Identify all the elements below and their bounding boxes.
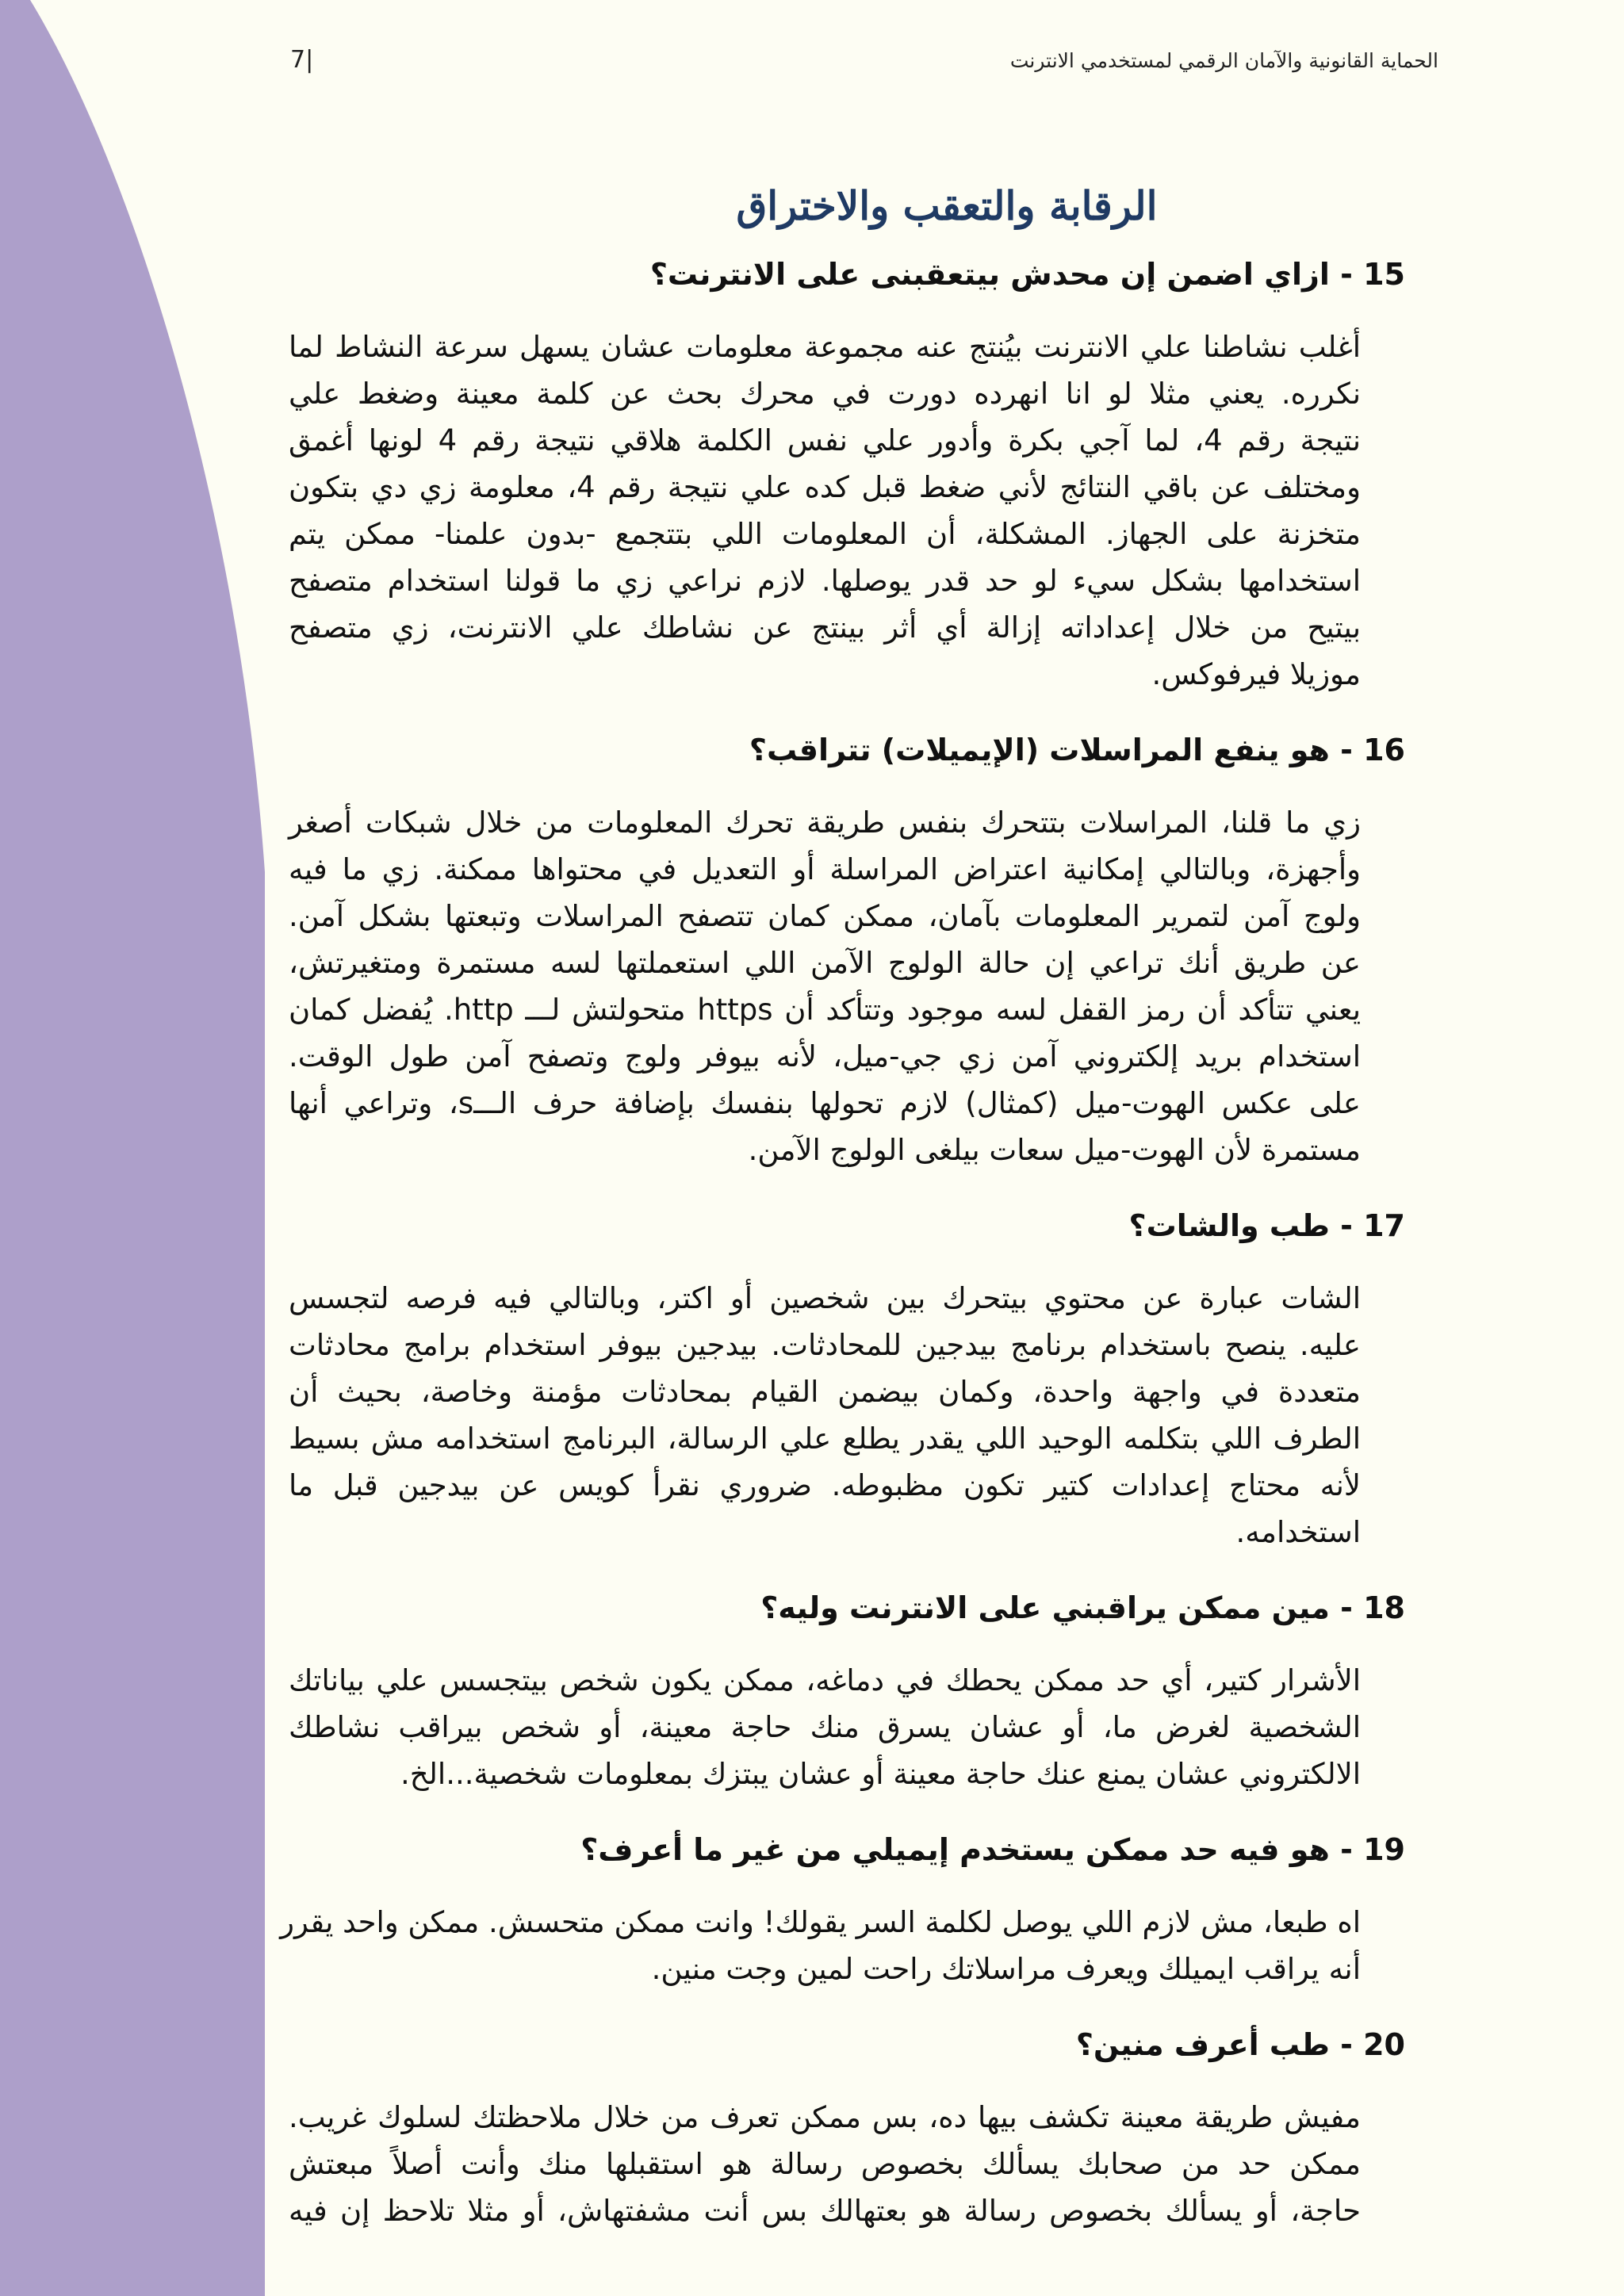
answer-line: ولوج آمن لتمرير المعلومات بآمان، ممكن كمان تتصفح المراسلات وتبعتها بشكل آمن. xyxy=(289,899,1361,933)
question-19: 19 - هو فيه حد ممكن يستخدم إيميلي من غير ما أعرف؟ xyxy=(580,1832,1405,1867)
answer-line: مستمرة لأن الهوت-ميل سعات بيلغى الولوج الآمن. xyxy=(748,1133,1361,1167)
answer-line: وأجهزة، وبالتالي إمكانية اعتراض المراسلة أو التعديل في محتواها ممكنة. زي ما فيه xyxy=(289,852,1361,886)
answer-line: استخدامه. xyxy=(1235,1515,1361,1549)
answer-line: على عكس الهوت-ميل (كمثال) لازم تحولها بنفسك بإضافة حرف الـــs، وتراعي أنها xyxy=(289,1086,1361,1120)
answer-line: استخدام بريد إلكتروني آمن زي جي-ميل، لأنه بيوفر ولوج وتصفح آمن طول الوقت. xyxy=(289,1039,1361,1073)
answer-line: عن طريق أنك تراعي إن حالة الولوج الآمن اللي استعملتها لسه مستمرة ومتغيرتش، xyxy=(289,946,1361,980)
answer-15 xyxy=(271,323,1405,698)
answer-line: اه طبعا، مش لازم اللي يوصل لكلمة السر يقولك! وانت ممكن متحسش. ممكن واحد يقرر xyxy=(280,1905,1361,1939)
answer-line: الطرف اللي بتكلمه الوحيد اللي يقدر يطلع علي الرسالة، البرنامج استخدامه مش بسيط xyxy=(289,1422,1361,1456)
answer-line: عليه. ينصح باستخدام برنامج بيدجين للمحادثات. بيدجين بيوفر استخدام برامج محادثات xyxy=(289,1328,1361,1362)
answer-line: أغلب نشاطنا علي الانترنت بيُنتج عنه مجموعة معلومات عشان يسهل سرعة النشاط لما xyxy=(289,330,1361,364)
answer-line: حاجة، أو يسألك بخصوص رسالة هو بعتهالك بس أنت مشفتهاش، أو مثلا تلاحظ إن فيه xyxy=(289,2194,1361,2228)
answer-line: زي ما قلنا، المراسلات بتتحرك بنفس طريقة تحرك المعلومات من خلال شبكات أصغر xyxy=(289,806,1361,840)
question-17: 17 - طب والشات؟ xyxy=(1128,1208,1405,1243)
answer-line: نتيجة رقم 4، لما آجي بكرة وأدور علي نفس الكلمة هلاقي نتيجة رقم 4 لونها أغمق xyxy=(289,423,1361,457)
page-number: 7| xyxy=(290,46,314,74)
page-heading: الرقابة والتعقب والاختراق xyxy=(736,182,1158,229)
running-header-title: الحماية القانونية والآمان الرقمي لمستخدمي الانترنت xyxy=(1009,49,1438,72)
answer-line: نكرره. يعني مثلا لو انا انهرده دورت في محرك بحث عن كلمة معينة وضغط علي xyxy=(289,377,1361,411)
answer-line: متخزنة على الجهاز. المشكلة، أن المعلومات اللي بتتجمع -بدون علمنا- ممكن يتم xyxy=(289,517,1361,551)
document-body xyxy=(271,252,1405,2264)
answer-line: الأشرار كتير، أي حد ممكن يحطك في دماغه، ممكن يكون شخص بيتجسس علي بياناتك xyxy=(289,1663,1361,1697)
question-15: 15 - ازاي اضمن إن محدش بيتعقبنى على الانترنت؟ xyxy=(649,257,1405,292)
decorative-side-shape xyxy=(0,0,270,2296)
answer-line: بيتيح من خلال إعداداته إزالة أي أثر بينتج عن نشاطك علي الانترنت، زي متصفح xyxy=(289,610,1361,645)
answer-line: موزيلا فيرفوكس. xyxy=(1151,657,1361,691)
answer-line: استخدامها بشكل سيء لو حد قدر يوصلها. لازم نراعي زي ما قولنا استخدام متصفح xyxy=(289,564,1361,598)
answer-19 xyxy=(271,1899,1405,1992)
answer-line: الشات عبارة عن محتوي بيتحرك بين شخصين أو اكتر، وبالتالي فيه فرصه لتجسس xyxy=(289,1281,1361,1315)
answer-line: الشخصية لغرض ما، أو عشان يسرق منك حاجة معينة، أو شخص بيراقب نشاطك xyxy=(289,1710,1361,1744)
question-18: 18 - مين ممكن يراقبني على الانترنت وليه؟ xyxy=(760,1590,1405,1625)
answer-20 xyxy=(271,2094,1405,2234)
answer-line: مفيش طريقة معينة تكشف بيها ده، بس ممكن تعرف من خلال ملاحظتك لسلوك غريب. xyxy=(289,2100,1361,2134)
answer-line: الالكتروني عشان يمنع عنك حاجة معينة أو عشان يبتزك بمعلومات شخصية...الخ. xyxy=(400,1757,1361,1791)
answer-line: أنه يراقب ايميلك ويعرف مراسلاتك راحت لمين وجت منين. xyxy=(651,1952,1361,1986)
answer-line: متعددة في واجهة واحدة، وكمان بيضمن القيام بمحادثات مؤمنة وخاصة، بحيث أن xyxy=(289,1375,1361,1409)
answer-line: ومختلف عن باقي النتائج لأني ضغط قبل كده علي نتيجة رقم 4، معلومة زي دي بتكون xyxy=(289,470,1361,504)
question-16: 16 - هو ينفع المراسلات (الإيميلات) تتراقب؟ xyxy=(749,733,1405,767)
answer-17 xyxy=(271,1275,1405,1556)
question-20: 20 - طب أعرف منين؟ xyxy=(1075,2027,1405,2062)
answer-18 xyxy=(271,1657,1405,1797)
answer-16 xyxy=(271,799,1405,1173)
answer-line: ممكن حد من صحابك يسألك بخصوص رسالة هو استقبلها منك وأنت أصلاً مبعتش xyxy=(289,2147,1361,2181)
answer-line: لأنه محتاج إعدادات كتير تكون مظبوطه. ضروري نقرأ كويس عن بيدجين قبل ما xyxy=(289,1468,1361,1502)
answer-line: يعني تتأكد أن رمز القفل لسه موجود وتتأكد أن https متحولتش لـــ http. يُفضل كمان xyxy=(289,993,1361,1027)
